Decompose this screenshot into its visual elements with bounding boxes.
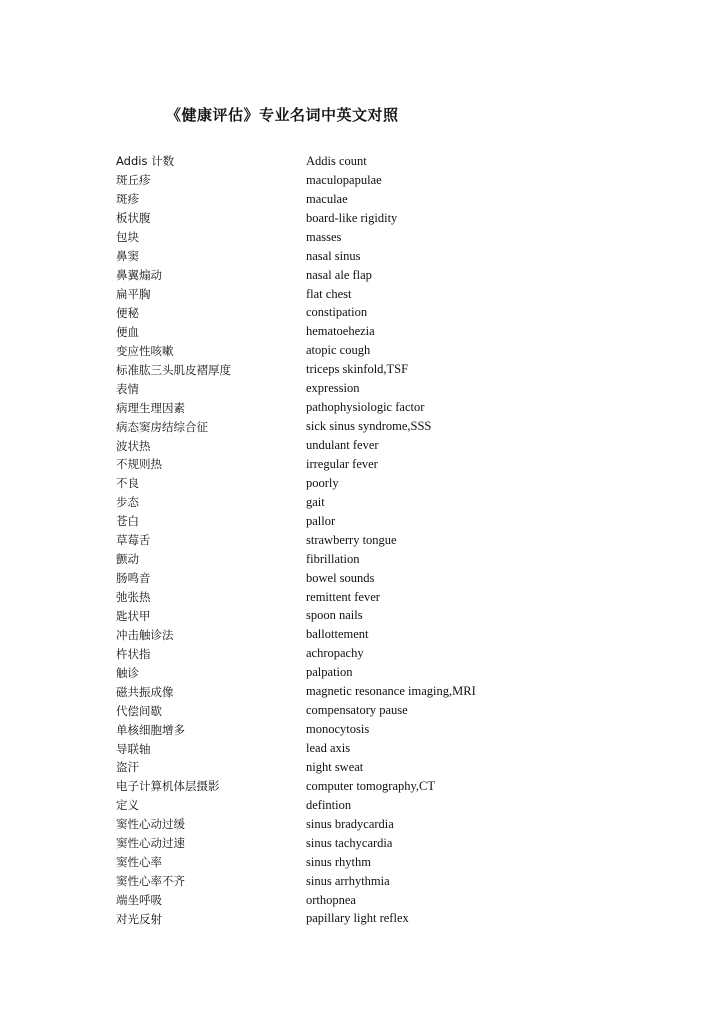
english-term: sick sinus syndrome,SSS [306,419,432,434]
chinese-term: 不良 [116,476,139,491]
english-term: maculopapulae [306,172,382,187]
glossary-row [116,607,516,626]
glossary-row [116,682,516,701]
english-term: expression [306,381,360,396]
glossary-row [116,493,516,512]
glossary-row [116,701,516,720]
english-term: nasal sinus [306,248,361,263]
glossary-row [116,398,516,417]
english-term: spoon nails [306,608,363,623]
glossary-row [116,796,516,815]
chinese-term: 鼻翼煽动 [116,268,162,283]
glossary-row [116,872,516,891]
glossary-row [116,360,516,379]
glossary-row [116,625,516,644]
chinese-term: 表情 [116,381,139,396]
chinese-term: 弛张热 [116,590,151,605]
chinese-term: 标准肱三头肌皮褶厚度 [116,362,231,377]
english-term: poorly [306,475,339,490]
chinese-term: 端坐呼吸 [116,893,162,908]
chinese-term: 盗汗 [116,760,139,775]
glossary-row [116,777,516,796]
english-term: atopic cough [306,343,371,358]
english-term: papillary light reflex [306,911,409,926]
glossary-list [116,152,516,928]
english-term: palpation [306,665,353,680]
chinese-term: 病态窦房结综合征 [116,419,208,434]
english-term: pallor [306,513,336,528]
glossary-row [116,512,516,531]
english-term: remittent fever [306,589,380,604]
chinese-term: 波状热 [116,438,151,453]
glossary-row [116,304,516,323]
glossary-row [116,266,516,285]
page-title: 《健康评估》专业名词中英文对照 [166,106,399,124]
chinese-term: 草莓舌 [116,533,151,548]
chinese-term: 窦性心率不齐 [116,874,185,889]
glossary-row [116,550,516,569]
english-term: bowel sounds [306,570,375,585]
english-term: flat chest [306,286,352,301]
english-term: Addis count [306,153,367,168]
chinese-term: 杵状指 [116,646,151,661]
glossary-row [116,379,516,398]
chinese-term: 窦性心动过速 [116,836,185,851]
english-term: constipation [306,305,368,320]
glossary-row [116,720,516,739]
glossary-row [116,569,516,588]
glossary-row [116,644,516,663]
chinese-term: 定义 [116,798,139,813]
english-term: sinus arrhythmia [306,873,390,888]
chinese-term: 颤动 [116,552,139,567]
chinese-term: 斑丘疹 [116,173,151,188]
glossary-row [116,285,516,304]
chinese-term: 触诊 [116,665,139,680]
chinese-term: 冲击触诊法 [116,627,174,642]
chinese-term: 病理生理因素 [116,400,185,415]
glossary-row [116,474,516,493]
english-term: strawberry tongue [306,532,397,547]
glossary-row [116,910,516,929]
chinese-term: Addis 计数 [116,154,175,169]
chinese-term: 窦性心动过缓 [116,817,185,832]
english-term: pathophysiologic factor [306,400,425,415]
chinese-term: 步态 [116,495,139,510]
chinese-term: 苍白 [116,514,139,529]
glossary-row [116,341,516,360]
glossary-row [116,531,516,550]
glossary-row [116,758,516,777]
glossary-row [116,739,516,758]
english-term: fibrillation [306,551,360,566]
chinese-term: 板状腹 [116,211,151,226]
english-term: maculae [306,191,348,206]
chinese-term: 磁共振成像 [116,684,174,699]
chinese-term: 斑疹 [116,192,139,207]
chinese-term: 不规则热 [116,457,162,472]
english-term: magnetic resonance imaging,MRI [306,684,476,699]
english-term: hematoehezia [306,324,375,339]
glossary-row [116,436,516,455]
english-term: nasal ale flap [306,267,372,282]
glossary-row [116,815,516,834]
chinese-term: 匙状甲 [116,608,151,623]
glossary-row [116,853,516,872]
chinese-term: 包块 [116,230,139,245]
chinese-term: 变应性咳嗽 [116,343,174,358]
english-term: achropachy [306,646,364,661]
english-term: board-like rigidity [306,210,398,225]
glossary-row [116,834,516,853]
english-term: sinus bradycardia [306,816,394,831]
glossary-row [116,152,516,171]
english-term: sinus rhythm [306,854,371,869]
chinese-term: 导联轴 [116,741,151,756]
glossary-row [116,588,516,607]
glossary-row [116,190,516,209]
english-term: defintion [306,797,352,812]
chinese-term: 单核细胞增多 [116,722,185,737]
english-term: irregular fever [306,456,378,471]
glossary-row [116,209,516,228]
glossary-row [116,417,516,436]
english-term: undulant fever [306,438,379,453]
english-term: computer tomography,CT [306,778,436,793]
chinese-term: 窦性心率 [116,855,162,870]
glossary-row [116,228,516,247]
chinese-term: 对光反射 [116,911,162,926]
english-term: triceps skinfold,TSF [306,362,409,377]
glossary-row [116,171,516,190]
english-term: night sweat [306,759,364,774]
glossary-row [116,322,516,341]
english-term: orthopnea [306,892,356,907]
glossary-row [116,455,516,474]
english-term: monocytosis [306,722,370,737]
english-term: masses [306,229,342,244]
chinese-term: 电子计算机体层摄影 [116,779,220,794]
glossary-row [116,891,516,910]
chinese-term: 肠鸣音 [116,571,151,586]
chinese-term: 鼻窦 [116,249,139,264]
english-term: compensatory pause [306,703,408,718]
english-term: sinus tachycardia [306,835,393,850]
chinese-term: 便秘 [116,305,139,320]
chinese-term: 便血 [116,324,139,339]
english-term: gait [306,494,325,509]
glossary-row [116,247,516,266]
english-term: ballottement [306,627,369,642]
glossary-row [116,663,516,682]
chinese-term: 扁平胸 [116,287,151,302]
english-term: lead axis [306,741,351,756]
chinese-term: 代偿间歇 [116,703,162,718]
